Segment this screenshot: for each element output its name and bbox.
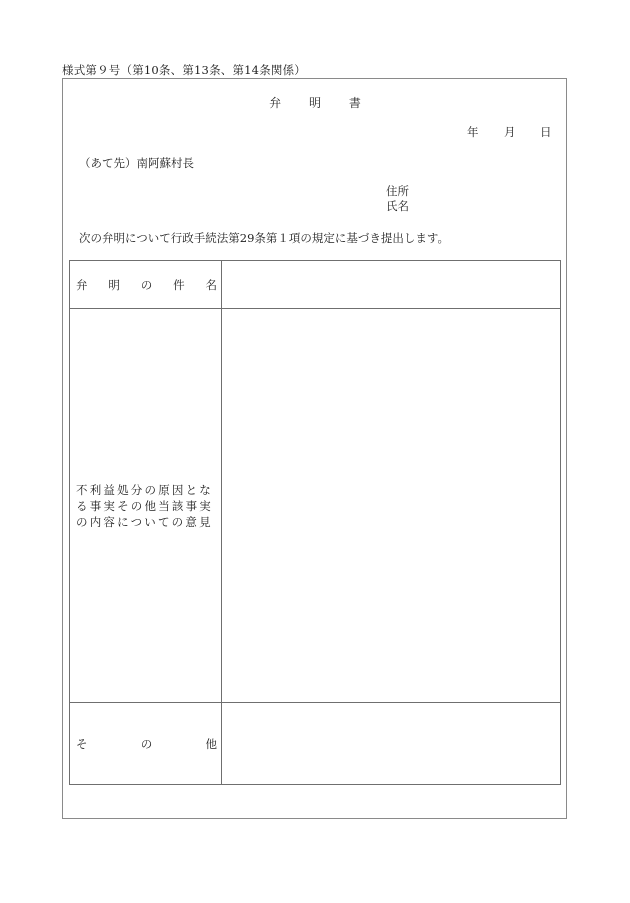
label-line: 不利益処分の原因とな: [76, 482, 213, 497]
document-title: [0, 94, 630, 111]
opinion-field[interactable]: [222, 309, 561, 703]
explanation-table: [69, 260, 561, 785]
subject-field[interactable]: [222, 261, 561, 309]
table-row-other: [70, 703, 561, 785]
applicant-block: [386, 184, 409, 214]
title-char: 明: [308, 96, 321, 110]
subject-label: [70, 261, 222, 309]
label-char: 明: [108, 277, 120, 292]
label-char: 件: [173, 277, 185, 292]
title-char: 弁: [269, 96, 282, 110]
title-char: 書: [348, 96, 361, 110]
table-row-subject: [70, 261, 561, 309]
opinion-label: [70, 309, 222, 703]
label-char: 名: [205, 277, 217, 292]
other-label: [70, 703, 222, 785]
date-year-label: 年: [467, 125, 479, 139]
intro-statement: 次の弁明について行政手続法第29条第１項の規定に基づき提出します。: [79, 231, 449, 245]
form-number: 様式第９号（第10条、第13条、第14条関係）: [62, 63, 306, 77]
label-line: の内容についての意見: [76, 514, 213, 529]
label-char: の: [140, 736, 153, 751]
label-char: 他: [205, 736, 217, 751]
date-month-label: 月: [504, 125, 516, 139]
other-field[interactable]: [222, 703, 561, 785]
addressee: （あて先）南阿蘇村長: [79, 156, 194, 170]
label-char: そ: [76, 736, 88, 751]
address-label: 住所: [386, 184, 409, 198]
table-row-opinion: [70, 309, 561, 703]
label-char: の: [140, 277, 153, 292]
name-label: 氏名: [386, 199, 409, 213]
label-line: る事実その他当該事実: [76, 498, 213, 513]
date-day-label: 日: [540, 125, 552, 139]
label-char: 弁: [76, 277, 88, 292]
